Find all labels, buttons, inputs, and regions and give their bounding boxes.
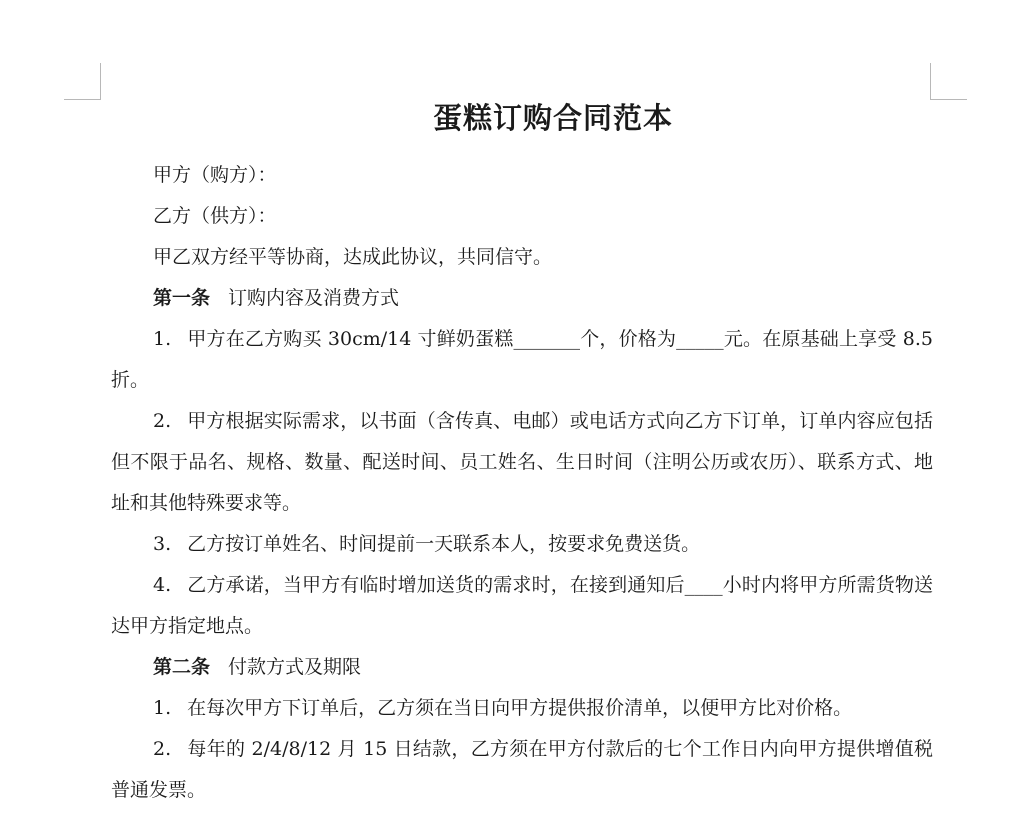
page-corner-mark-top-left	[64, 63, 101, 100]
article-2-number: 第二条	[153, 656, 211, 678]
article-1-item-4: 4. 乙方承诺，当甲方有临时增加送货的需求时，在接到通知后____小时内将甲方所需货物送达甲方指定地点。	[111, 574, 933, 637]
page-corner-mark-top-right	[930, 63, 967, 100]
article-2-item-1: 1. 在每次甲方下订单后，乙方须在当日向甲方提供报价清单，以便甲方比对价格。	[153, 697, 853, 719]
article-1-item-2: 2. 甲方根据实际需求，以书面（含传真、电邮）或电话方式向乙方下订单，订单内容应包括但不限于品名、规格、数量、配送时间、员工姓名、生日时间（注明公历或农历）、联系方式、地址和其他特殊要求等。	[111, 410, 933, 514]
article-2-heading	[111, 647, 933, 688]
article-1-number: 第一条	[153, 287, 211, 309]
article-1-title: 订购内容及消费方式	[228, 287, 400, 309]
party-a-line: 甲方（购方）：	[153, 164, 277, 186]
article-1-item-3: 3. 乙方按订单姓名、时间提前一天联系本人，按要求免费送货。	[153, 533, 701, 555]
preamble: 甲乙双方经平等协商，达成此协议，共同信守。	[153, 246, 553, 268]
article-2-item-2: 2. 每年的 2/4/8/12 月 15 日结款，乙方须在甲方付款后的七个工作日内向甲方提供增值税普通发票。	[111, 738, 933, 801]
article-1-heading	[111, 278, 933, 319]
document-title: 蛋糕订购合同范本	[432, 101, 673, 135]
article-2-title: 付款方式及期限	[228, 656, 362, 678]
article-1-item-1: 1. 甲方在乙方购买 30cm/14 寸鲜奶蛋糕_______个，价格为_____元。在原基础上享受 8.5 折。	[111, 328, 933, 391]
document-page	[111, 98, 933, 811]
party-b-line: 乙方（供方）：	[153, 205, 277, 227]
